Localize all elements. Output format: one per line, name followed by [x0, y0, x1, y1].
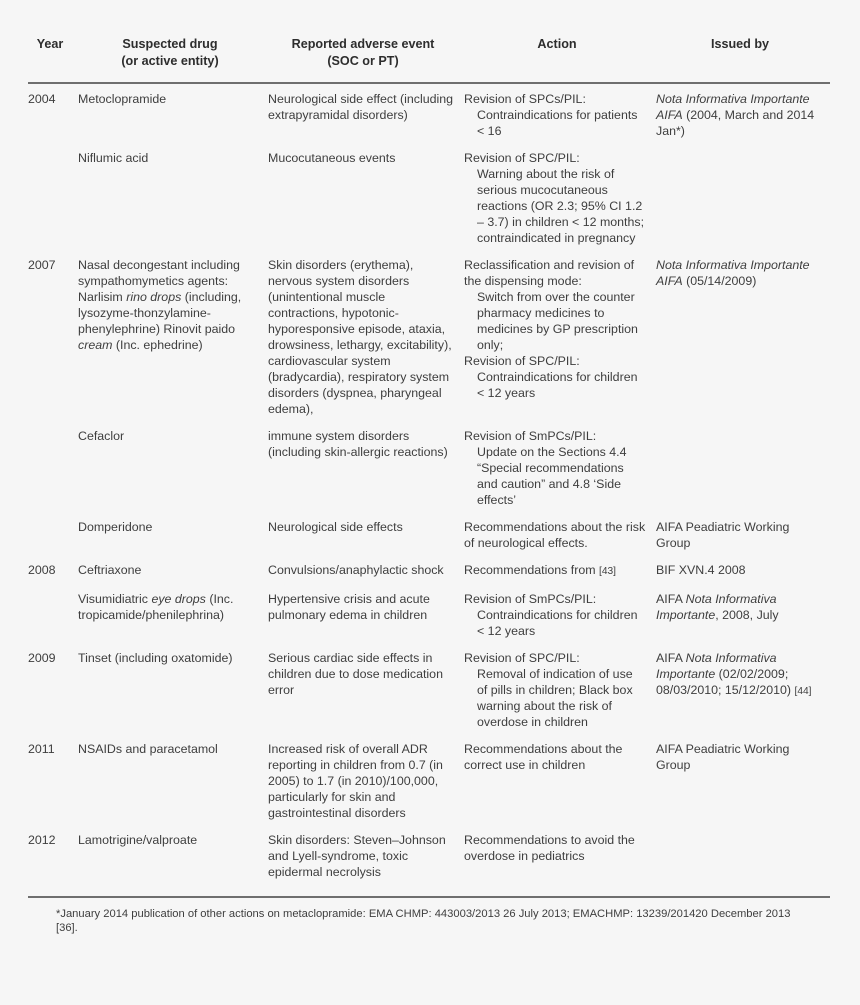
- cell-year: [28, 514, 78, 557]
- column-header-label: Suspected drug: [122, 37, 218, 51]
- cell-line: [656, 91, 820, 139]
- table-row: [28, 145, 830, 252]
- cell-text: Contraindications for children < 12 years: [477, 370, 638, 400]
- cell-issued: [656, 83, 830, 145]
- table-row: [28, 252, 830, 423]
- cell-text: Revision of SmPCs/PIL:: [464, 429, 597, 443]
- cell-line: [78, 650, 258, 666]
- cell-text: Skin disorders (erythema), nervous system disorders (unintentional muscle contractions, hypotonic-hyporesponsive episode, ataxia, drowsiness, lethargy, excitability), cardiovascular system (bradycardia), respiratory system disorders (dyspnea, pharyngeal edema),: [268, 258, 452, 416]
- cell-issued: [656, 252, 830, 423]
- cell-action: [464, 514, 656, 557]
- cell-action: [464, 736, 656, 827]
- cell-text: Nota Informativa Importante AIFA: [656, 258, 810, 288]
- cell-issued: [656, 145, 830, 252]
- cell-action: [464, 252, 656, 423]
- cell-text: Nota Informativa Importante: [656, 592, 777, 622]
- cell-text: (Inc. ephedrine): [112, 338, 203, 352]
- cell-text: AIFA Peadiatric Working Group: [656, 520, 790, 550]
- cell-text: NSAIDs and paracetamol: [78, 742, 218, 756]
- cell-line: [78, 91, 258, 107]
- column-header-drug: [78, 24, 268, 83]
- cell-text: Nota Informativa Importante AIFA: [656, 92, 810, 122]
- table-header: [28, 24, 830, 83]
- cell-text: Switch from over the counter pharmacy medicines to medicines by GP prescription only;: [477, 290, 638, 352]
- table-row: [28, 736, 830, 827]
- cell-year: 2012: [28, 833, 56, 847]
- cell-text: eye drops: [151, 592, 206, 606]
- cell-text: AIFA: [656, 592, 686, 606]
- cell-text: AIFA: [656, 651, 686, 665]
- column-header-sub: (or active entity): [121, 54, 219, 68]
- cell-line: [464, 107, 646, 139]
- cell-line: [268, 150, 454, 166]
- cell-issued: [656, 736, 830, 827]
- column-header-label: Year: [36, 37, 64, 51]
- cell-line: [464, 257, 646, 289]
- cell-issued: [656, 557, 830, 586]
- cell-event: [268, 736, 464, 827]
- cell-line: [78, 562, 258, 578]
- cell-text: [44]: [794, 686, 812, 697]
- cell-line: [656, 519, 820, 551]
- cell-issued: [656, 423, 830, 514]
- cell-line: [78, 741, 258, 757]
- cell-text: Skin disorders: Steven–Johnson and Lyell-syndrome, toxic epidermal necrolysis: [268, 833, 446, 879]
- cell-year: [28, 586, 78, 645]
- cell-line: [78, 150, 258, 166]
- cell-text: Contraindications for patients < 16: [477, 108, 638, 138]
- cell-text: immune system disorders (including skin-allergic reactions): [268, 429, 448, 459]
- cell-line: [656, 257, 820, 289]
- column-header-sub: (SOC or PT): [327, 54, 399, 68]
- cell-event: [268, 145, 464, 252]
- cell-year: 2011: [28, 742, 55, 756]
- cell-line: [464, 428, 646, 444]
- cell-year: [28, 145, 78, 252]
- cell-text: Serious cardiac side effects in children due to dose medication error: [268, 651, 443, 697]
- cell-drug: [78, 827, 268, 897]
- cell-line: [464, 591, 646, 607]
- cell-event: [268, 586, 464, 645]
- cell-line: [78, 832, 258, 848]
- cell-year: 2008: [28, 563, 56, 577]
- cell-line: [464, 741, 646, 773]
- cell-text: Contraindications for children < 12 years: [477, 608, 638, 638]
- cell-text: (Inc. tropicamide/phenilephrina): [78, 592, 234, 622]
- cell-line: [656, 650, 820, 700]
- cell-text: (02/02/2009; 08/03/2010; 15/12/2010): [656, 667, 795, 697]
- header-row: [28, 24, 830, 83]
- cell-drug: [78, 145, 268, 252]
- cell-line: [464, 166, 646, 246]
- cell-text: Ceftriaxone: [78, 563, 142, 577]
- cell-year: 2007: [28, 258, 56, 272]
- cell-text: Neurological side effect (including extrapyramidal disorders): [268, 92, 454, 122]
- column-header-event: [268, 24, 464, 83]
- cell-text: Domperidone: [78, 520, 153, 534]
- cell-line: [464, 607, 646, 639]
- cell-year: [28, 423, 78, 514]
- cell-line: [464, 369, 646, 401]
- cell-line: [656, 741, 820, 773]
- cell-issued: [656, 514, 830, 557]
- cell-text: Removal of indication of use of pills in children; Black box warning about the risk of overdose in children: [477, 667, 633, 729]
- cell-text: (including, lysozyme-thonzylamine-phenylephrine) Rinovit paido: [78, 290, 242, 336]
- cell-text: Revision of SPCs/PIL:: [464, 92, 586, 106]
- table-body: [28, 83, 830, 897]
- cell-text: Convulsions/anaphylactic shock: [268, 563, 444, 577]
- cell-line: [656, 562, 820, 578]
- cell-event: [268, 252, 464, 423]
- cell-line: [268, 832, 454, 880]
- cell-line: [464, 444, 646, 508]
- cell-text: , 2008, July: [715, 608, 779, 622]
- table-row: [28, 83, 830, 145]
- cell-text: Tinset (including oxatomide): [78, 651, 233, 665]
- column-header-label: Issued by: [710, 37, 770, 51]
- cell-text: cream: [78, 338, 113, 352]
- column-header-issued: [656, 24, 830, 83]
- cell-text: Revision of SPC/PIL:: [464, 651, 580, 665]
- table-row: [28, 557, 830, 586]
- cell-issued: [656, 827, 830, 897]
- cell-text: Update on the Sections 4.4 “Special recommendations and caution” and 4.8 ‘Side effects’: [477, 445, 627, 507]
- cell-line: [78, 428, 258, 444]
- cell-drug: [78, 514, 268, 557]
- cell-text: Mucocutaneous events: [268, 151, 396, 165]
- cell-action: [464, 145, 656, 252]
- cell-line: [268, 91, 454, 123]
- cell-event: [268, 514, 464, 557]
- cell-text: (05/14/2009): [682, 274, 757, 288]
- cell-line: [656, 591, 820, 623]
- cell-line: [464, 289, 646, 353]
- cell-text: Revision of SPC/PIL:: [464, 151, 580, 165]
- cell-line: [464, 91, 646, 107]
- column-header-year: [28, 24, 78, 83]
- cell-text: Recommendations from: [464, 563, 599, 577]
- cell-year: 2004: [28, 92, 56, 106]
- drug-safety-table: [28, 24, 830, 898]
- cell-action: [464, 423, 656, 514]
- cell-action: [464, 827, 656, 897]
- cell-text: Metoclopramide: [78, 92, 167, 106]
- cell-text: Revision of SmPCs/PIL:: [464, 592, 597, 606]
- cell-year: 2009: [28, 651, 56, 665]
- column-header-label: Reported adverse event: [291, 37, 435, 51]
- cell-drug: [78, 252, 268, 423]
- cell-line: [464, 519, 646, 551]
- table-row: [28, 586, 830, 645]
- cell-text: Increased risk of overall ADR reporting in children from 0.7 (in 2005) to 1.7 (in 2010)/100,000, particularly for skin and gastrointestinal disorders: [268, 742, 443, 820]
- cell-drug: [78, 645, 268, 736]
- cell-text: Lamotrigine/valproate: [78, 833, 198, 847]
- cell-line: [268, 428, 454, 460]
- cell-action: [464, 645, 656, 736]
- cell-line: [464, 832, 646, 864]
- cell-event: [268, 827, 464, 897]
- cell-action: [464, 83, 656, 145]
- table-row: [28, 423, 830, 514]
- table-row: [28, 514, 830, 557]
- cell-text: Niflumic acid: [78, 151, 149, 165]
- cell-action: [464, 586, 656, 645]
- table-footnote: *January 2014 publication of other actions on metaclopramide: EMA CHMP: 443003/2013 26 July 2013; EMACHMP: 13239/201420 December 2013 [36].: [56, 908, 791, 934]
- cell-line: [464, 650, 646, 666]
- cell-line: [268, 519, 454, 535]
- cell-line: [268, 257, 454, 417]
- cell-text: BIF XVN.4 2008: [656, 563, 746, 577]
- cell-text: Visumidiatric: [78, 592, 152, 606]
- column-header-action: [464, 24, 656, 83]
- cell-line: [464, 666, 646, 730]
- cell-text: Hypertensive crisis and acute pulmonary edema in children: [268, 592, 430, 622]
- cell-drug: [78, 736, 268, 827]
- cell-line: [464, 562, 646, 580]
- cell-text: Recommendations about the correct use in children: [464, 742, 623, 772]
- table-row: [28, 645, 830, 736]
- cell-text: Nota Informativa Importante: [656, 651, 777, 681]
- drug-safety-table-container: [28, 24, 830, 935]
- cell-event: [268, 557, 464, 586]
- cell-text: Nasal decongestant including sympathomymetics agents: Narlisim: [78, 258, 240, 304]
- cell-event: [268, 83, 464, 145]
- cell-line: [268, 650, 454, 698]
- cell-drug: [78, 83, 268, 145]
- cell-drug: [78, 423, 268, 514]
- cell-line: [78, 591, 258, 623]
- cell-text: Recommendations to avoid the overdose in pediatrics: [464, 833, 635, 863]
- cell-text: Recommendations about the risk of neurological effects.: [464, 520, 646, 550]
- cell-line: [464, 150, 646, 166]
- cell-drug: [78, 586, 268, 645]
- cell-text: AIFA Peadiatric Working Group: [656, 742, 790, 772]
- cell-issued: [656, 645, 830, 736]
- cell-line: [268, 562, 454, 578]
- cell-event: [268, 423, 464, 514]
- cell-text: Revision of SPC/PIL:: [464, 354, 580, 368]
- column-header-label: Action: [537, 37, 577, 51]
- cell-text: Warning about the risk of serious mucocutaneous reactions (OR 2.3; 95% CI 1.2 – 3.7) in children < 12 months; contraindicated in pregnancy: [477, 167, 645, 245]
- cell-event: [268, 645, 464, 736]
- cell-issued: [656, 586, 830, 645]
- cell-line: [268, 741, 454, 821]
- cell-line: [464, 353, 646, 369]
- cell-text: [43]: [598, 566, 616, 577]
- cell-text: Neurological side effects: [268, 520, 403, 534]
- cell-line: [78, 519, 258, 535]
- cell-text: Reclassification and revision of the dispensing mode:: [464, 258, 635, 288]
- cell-line: [78, 257, 258, 353]
- cell-text: (2004, March and 2014 Jan*): [656, 108, 815, 138]
- table-row: [28, 827, 830, 897]
- cell-action: [464, 557, 656, 586]
- cell-text: rino drops: [126, 290, 182, 304]
- cell-drug: [78, 557, 268, 586]
- cell-line: [268, 591, 454, 623]
- cell-text: Cefaclor: [78, 429, 125, 443]
